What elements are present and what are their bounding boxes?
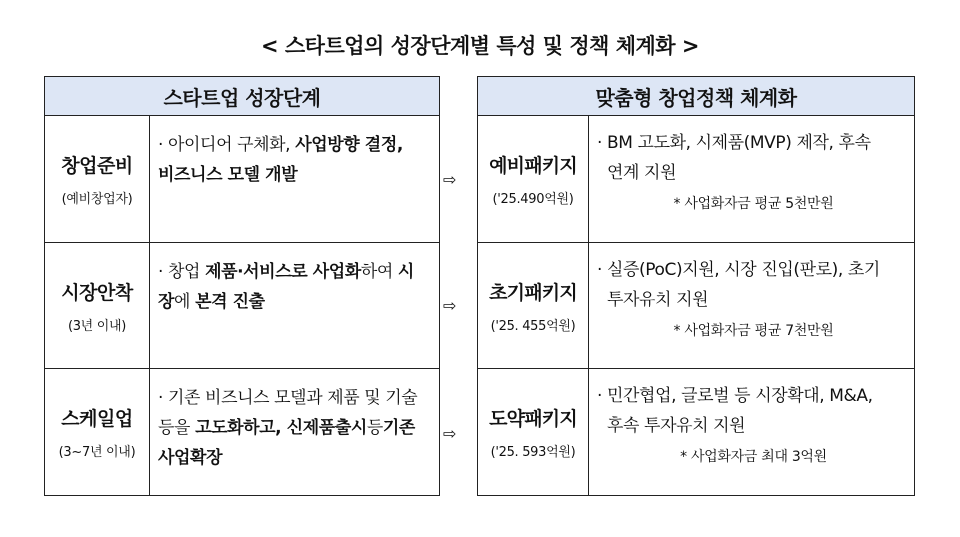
growth-stage-table bbox=[44, 76, 440, 496]
desc-text: · BM 고도화, 시제품(MVP) 제작, 후속 bbox=[597, 133, 871, 153]
desc-text: · 실증(PoC)지원, 시장 진입(판로), 초기 bbox=[597, 260, 880, 280]
desc-bold-text: 사업방향 결정, bbox=[295, 135, 403, 155]
stage-period: (3~7년 이내) bbox=[58, 445, 136, 460]
desc-text: 후속 투자유치 지원 bbox=[607, 416, 746, 436]
package-cell bbox=[478, 369, 589, 496]
desc-bold-text: 기존 bbox=[382, 418, 415, 438]
stage-name: 스케일업 bbox=[61, 408, 133, 430]
stage-name: 시장안착 bbox=[61, 281, 133, 304]
desc-bold-text: 시 bbox=[397, 262, 414, 282]
arrow-icon: ⇨ bbox=[443, 424, 457, 443]
stage-description bbox=[150, 369, 440, 496]
policy-package-header: 맞춤형 창업정책 체계화 bbox=[478, 77, 915, 116]
stage-cell bbox=[45, 243, 150, 369]
package-name: 도약패키지 bbox=[489, 408, 577, 430]
desc-text: 연계 지원 bbox=[607, 163, 677, 183]
desc-text: 투자유치 지원 bbox=[607, 290, 709, 310]
package-description bbox=[589, 369, 915, 496]
desc-bold-text: 비즈니스 모델 개발 bbox=[158, 165, 298, 185]
table-row bbox=[478, 243, 915, 369]
package-name: 예비패키지 bbox=[489, 155, 577, 177]
package-description bbox=[589, 243, 915, 369]
funding-note: * 사업화자금 평균 7천만원 bbox=[673, 323, 834, 339]
desc-text: 에 bbox=[174, 292, 196, 312]
funding-note: * 사업화자금 최대 3억원 bbox=[680, 449, 827, 465]
stage-name: 창업준비 bbox=[61, 155, 133, 177]
stage-cell bbox=[45, 369, 150, 496]
desc-text: · 기존 비즈니스 모델과 제품 및 기술 bbox=[158, 388, 418, 408]
package-cell bbox=[478, 243, 589, 369]
funding-note: * 사업화자금 평균 5천만원 bbox=[673, 196, 834, 212]
arrow-icon: ⇨ bbox=[443, 296, 457, 315]
table-row bbox=[45, 243, 440, 369]
package-cell bbox=[478, 116, 589, 243]
package-name: 초기패키지 bbox=[489, 281, 577, 304]
table-row bbox=[45, 116, 440, 243]
table-row bbox=[478, 116, 915, 243]
policy-package-table bbox=[477, 76, 915, 496]
desc-bold-text: 사업확장 bbox=[158, 448, 223, 468]
package-budget: ('25.490억원) bbox=[492, 192, 574, 207]
desc-text: · 아이디어 구체화, bbox=[158, 135, 296, 155]
package-budget: ('25. 455억원) bbox=[490, 318, 576, 334]
stage-description bbox=[150, 243, 440, 369]
desc-text: · 민간협업, 글로벌 등 시장확대, M&A, bbox=[597, 386, 873, 406]
desc-bold-text: 제품·서비스로 사업화 bbox=[205, 262, 361, 282]
arrow-icon: ⇨ bbox=[443, 170, 457, 189]
desc-text: 하여 bbox=[360, 262, 398, 282]
desc-text: 등 bbox=[366, 418, 383, 438]
table-row bbox=[45, 369, 440, 496]
stage-description bbox=[150, 116, 440, 243]
page-title: < 스타트업의 성장단계별 특성 및 정책 체계화 > bbox=[260, 34, 699, 58]
desc-bold-text: 본격 진출 bbox=[195, 292, 265, 312]
desc-text: 등을 bbox=[158, 418, 196, 438]
desc-text: · 창업 bbox=[158, 262, 206, 282]
stage-cell bbox=[45, 116, 150, 243]
table-row bbox=[478, 369, 915, 496]
desc-bold-text: 고도화하고, 신제품출시 bbox=[195, 418, 367, 438]
stage-period: (3년 이내) bbox=[67, 318, 127, 334]
growth-stage-header: 스타트업 성장단계 bbox=[45, 77, 440, 116]
package-description bbox=[589, 116, 915, 243]
stage-period: (예비창업자) bbox=[61, 192, 133, 207]
package-budget: ('25. 593억원) bbox=[490, 445, 576, 460]
desc-bold-text: 장 bbox=[158, 292, 175, 312]
